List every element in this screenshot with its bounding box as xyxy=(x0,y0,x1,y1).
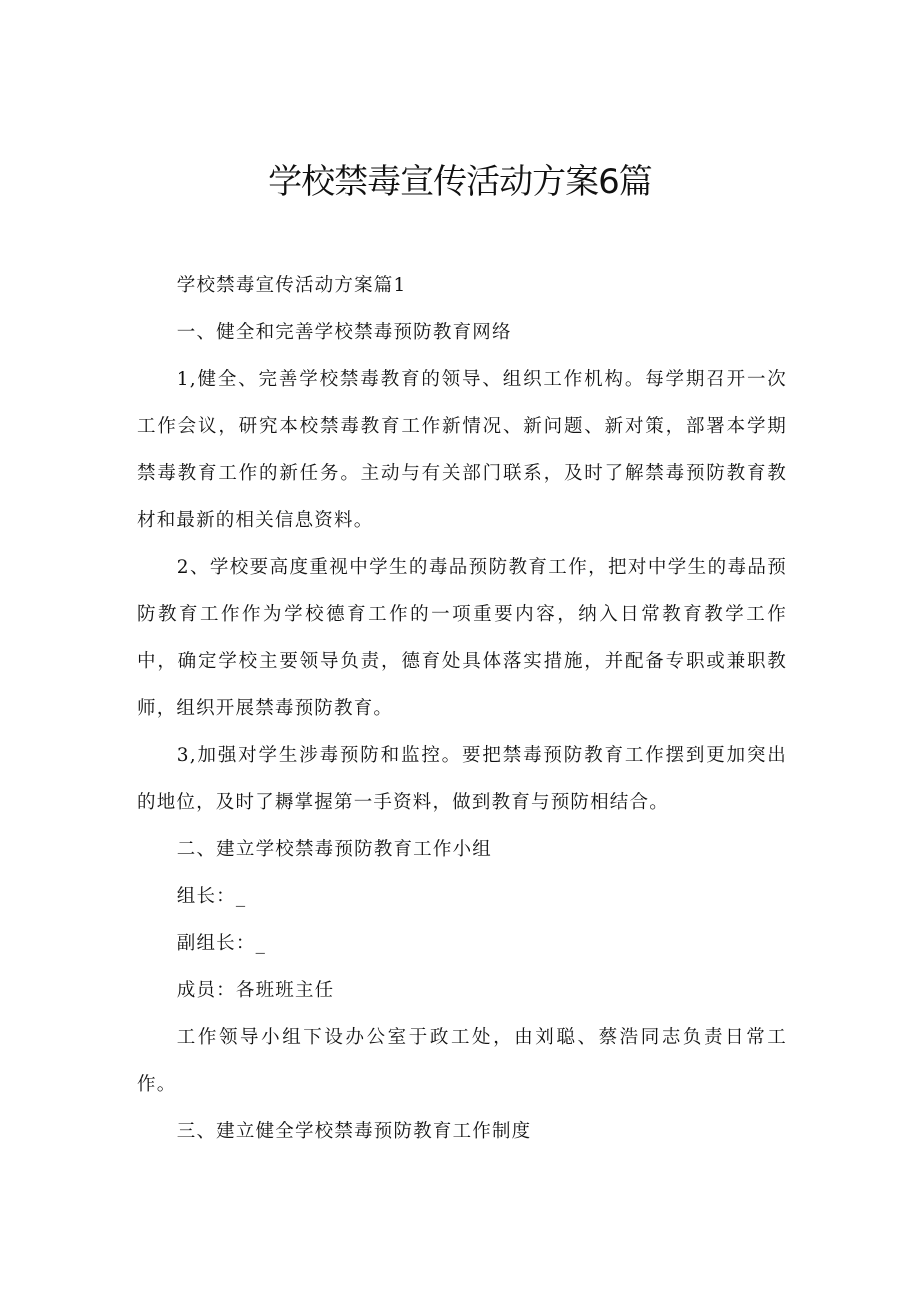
group-members: 成员：各班班主任 xyxy=(176,980,335,1001)
document-title: 学校禁毒宣传活动方案6篇 xyxy=(268,162,652,202)
body-paragraph: 2、学校要高度重视中学生的毒品预防教育工作，把对中学生的毒品预防教育工作作为学校德育工作的一项重要内容，纳入日常教育教学工作中，确定学校主要领导负责，德育处具体落实措施，并配备专职或兼职教师，组织开展禁毒预防教育。 xyxy=(137,557,787,719)
document-body xyxy=(137,262,787,1155)
body-paragraph: 1,健全、完善学校禁毒教育的领导、组织工作机构。每学期召开一次工作会议，研究本校禁毒教育工作新情况、新问题、新对策，部署本学期禁毒教育工作的新任务。主动与有关部门联系，及时了解禁毒预防教育教材和最新的相关信息资料。 xyxy=(137,369,787,531)
section-heading: 学校禁毒宣传活动方案篇1 xyxy=(176,275,407,296)
body-paragraph: 工作领导小组下设办公室于政工处，由刘聪、蔡浩同志负责日常工作。 xyxy=(137,1027,787,1095)
section-heading: 三、建立健全学校禁毒预防教育工作制度 xyxy=(176,1121,532,1142)
deputy-group-leader: 副组长：_ xyxy=(176,933,267,954)
section-heading: 二、建立学校禁毒预防教育工作小组 xyxy=(176,839,492,860)
body-paragraph: 3,加强对学生涉毒预防和监控。要把禁毒预防教育工作摆到更加突出的地位，及时了耨掌握第一手资料，做到教育与预防相结合。 xyxy=(137,745,787,813)
group-leader: 组长：_ xyxy=(176,886,247,907)
section-heading: 一、健全和完善学校禁毒预防教育网络 xyxy=(176,322,512,343)
